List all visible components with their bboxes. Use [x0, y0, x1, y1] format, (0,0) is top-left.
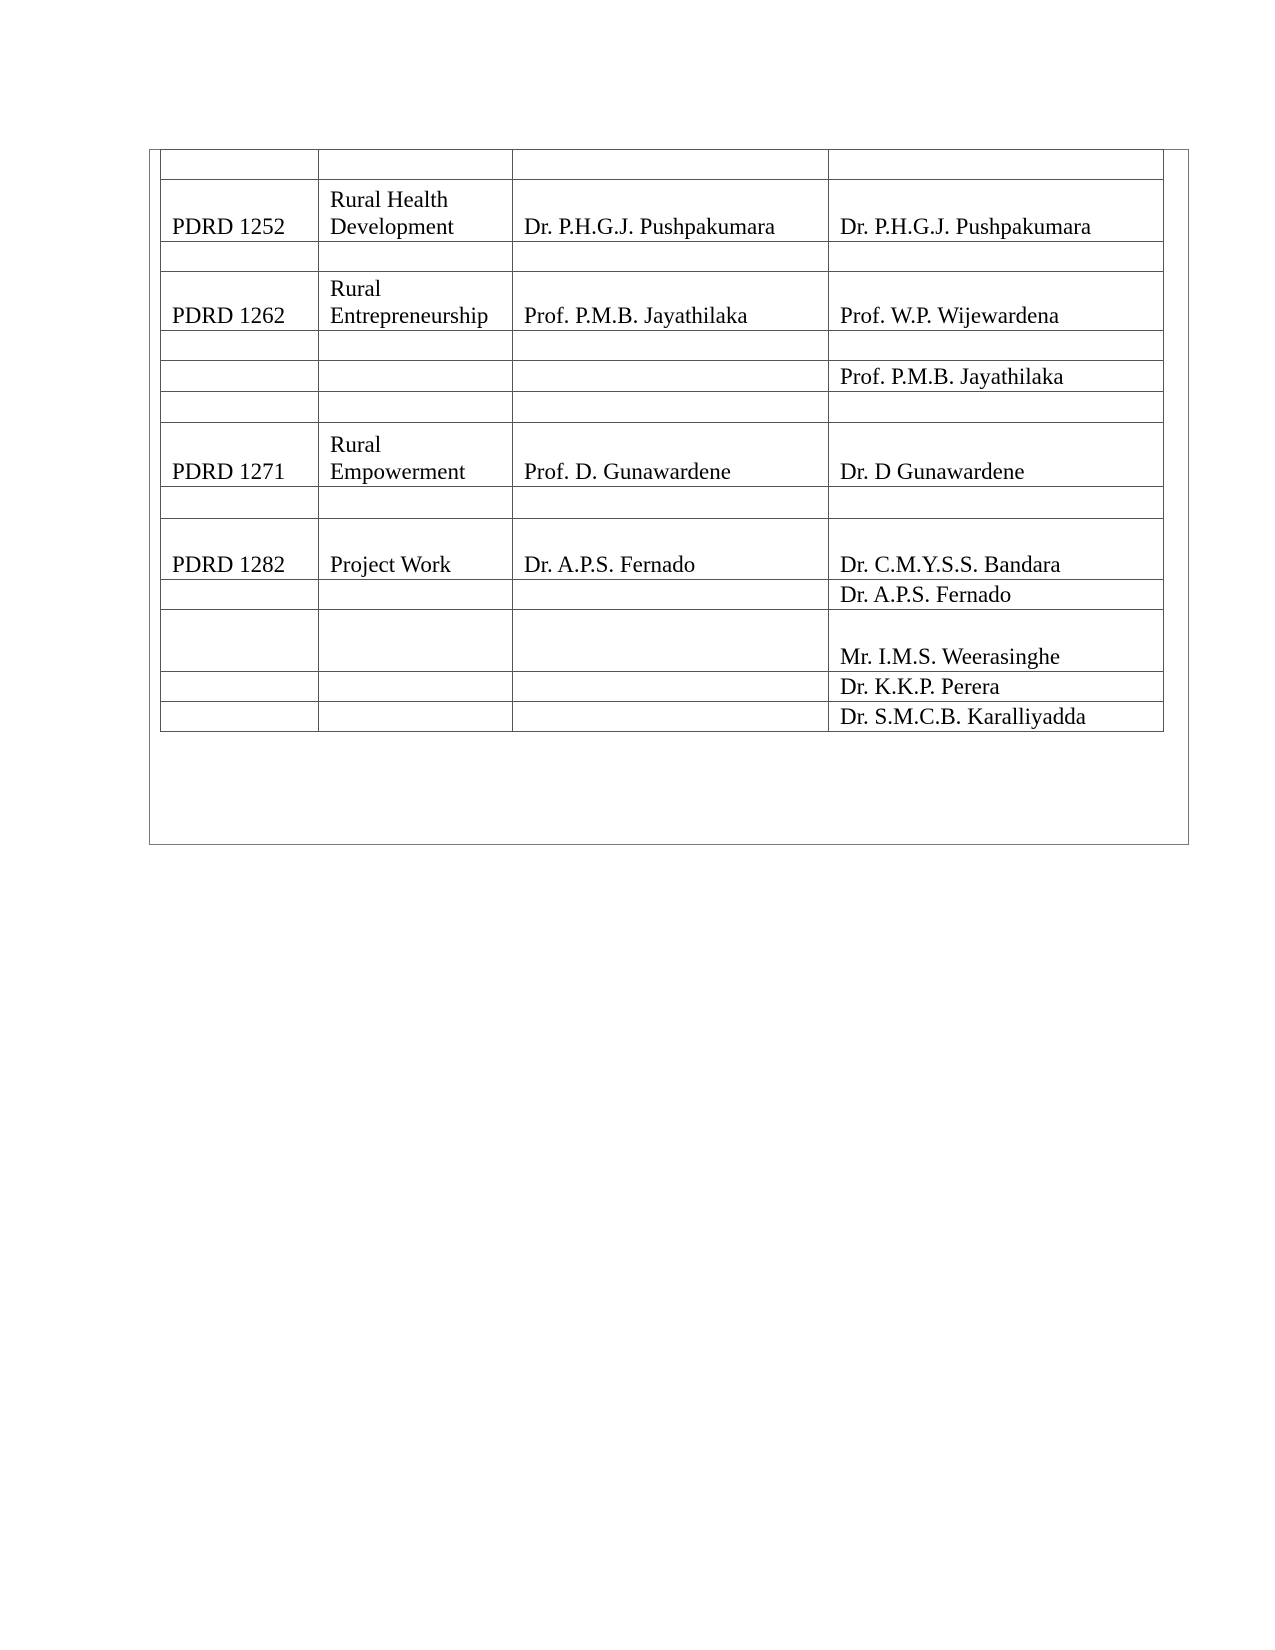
lecturer-cell: Prof. W.P. Wijewardena	[829, 272, 1164, 331]
course-title-line: Entrepreneurship	[330, 303, 489, 328]
course-code-cell	[161, 392, 319, 423]
course-coordinator-cell: Prof. P.M.B. Jayathilaka	[513, 272, 829, 331]
lecturer-cell	[829, 242, 1164, 272]
table-row	[161, 672, 1164, 702]
course-code-cell	[161, 242, 319, 272]
course-title-cell	[319, 242, 513, 272]
course-coordinator-cell: Dr. A.P.S. Fernado	[513, 519, 829, 580]
course-title-line: Development	[330, 214, 454, 239]
course-coordinator-cell	[513, 672, 829, 702]
course-coordinator-cell: Dr. P.H.G.J. Pushpakumara	[513, 180, 829, 242]
course-code-cell: PDRD 1282	[161, 519, 319, 580]
lecturer-cell	[829, 150, 1164, 180]
course-title-cell	[319, 361, 513, 392]
course-title-cell	[319, 487, 513, 519]
course-code-cell	[161, 487, 319, 519]
course-code-cell	[161, 672, 319, 702]
table-row	[161, 242, 1164, 272]
course-coordinator-cell	[513, 331, 829, 361]
course-table	[160, 149, 1164, 732]
table-row	[161, 272, 1164, 331]
lecturer-cell: Dr. S.M.C.B. Karalliyadda	[829, 702, 1164, 732]
table-row	[161, 392, 1164, 423]
course-title-cell	[319, 150, 513, 180]
course-title-cell	[319, 331, 513, 361]
course-code-cell	[161, 150, 319, 180]
course-code-cell	[161, 610, 319, 672]
table-row	[161, 150, 1164, 180]
lecturer-cell: Dr. D Gunawardene	[829, 423, 1164, 487]
course-coordinator-cell	[513, 702, 829, 732]
table-row	[161, 702, 1164, 732]
course-code-cell: PDRD 1271	[161, 423, 319, 487]
lecturer-cell: Dr. K.K.P. Perera	[829, 672, 1164, 702]
table-row	[161, 580, 1164, 610]
course-coordinator-cell	[513, 580, 829, 610]
course-title-line: Rural Health	[330, 187, 449, 212]
course-title-cell	[319, 702, 513, 732]
course-code-cell	[161, 580, 319, 610]
course-title-line: Rural	[330, 432, 382, 457]
course-title-cell	[319, 392, 513, 423]
course-coordinator-cell	[513, 150, 829, 180]
table-row	[161, 180, 1164, 242]
course-coordinator-cell	[513, 242, 829, 272]
course-coordinator-cell	[513, 610, 829, 672]
course-coordinator-cell: Prof. D. Gunawardene	[513, 423, 829, 487]
table-row	[161, 331, 1164, 361]
lecturer-cell	[829, 331, 1164, 361]
course-code-cell	[161, 702, 319, 732]
lecturer-cell: Mr. I.M.S. Weerasinghe	[829, 610, 1164, 672]
lecturer-cell: Dr. C.M.Y.S.S. Bandara	[829, 519, 1164, 580]
lecturer-cell: Prof. P.M.B. Jayathilaka	[829, 361, 1164, 392]
table-row	[161, 423, 1164, 487]
course-code-cell: PDRD 1252	[161, 180, 319, 242]
course-title-cell	[319, 580, 513, 610]
course-coordinator-cell	[513, 361, 829, 392]
table-row	[161, 519, 1164, 580]
lecturer-cell: Dr. A.P.S. Fernado	[829, 580, 1164, 610]
table-row	[161, 610, 1164, 672]
course-title-line: Rural	[330, 276, 382, 301]
course-title-cell	[319, 423, 513, 487]
course-code-cell: PDRD 1262	[161, 272, 319, 331]
course-title-cell	[319, 272, 513, 331]
course-title-line: Empowerment	[330, 459, 466, 484]
course-coordinator-cell	[513, 487, 829, 519]
lecturer-cell	[829, 487, 1164, 519]
table-row	[161, 361, 1164, 392]
course-title-cell: Project Work	[319, 519, 513, 580]
course-code-cell	[161, 361, 319, 392]
course-title-cell	[319, 610, 513, 672]
course-title-cell	[319, 180, 513, 242]
lecturer-cell	[829, 392, 1164, 423]
lecturer-cell: Dr. P.H.G.J. Pushpakumara	[829, 180, 1164, 242]
course-code-cell	[161, 331, 319, 361]
table-row	[161, 487, 1164, 519]
course-title-cell	[319, 672, 513, 702]
course-coordinator-cell	[513, 392, 829, 423]
